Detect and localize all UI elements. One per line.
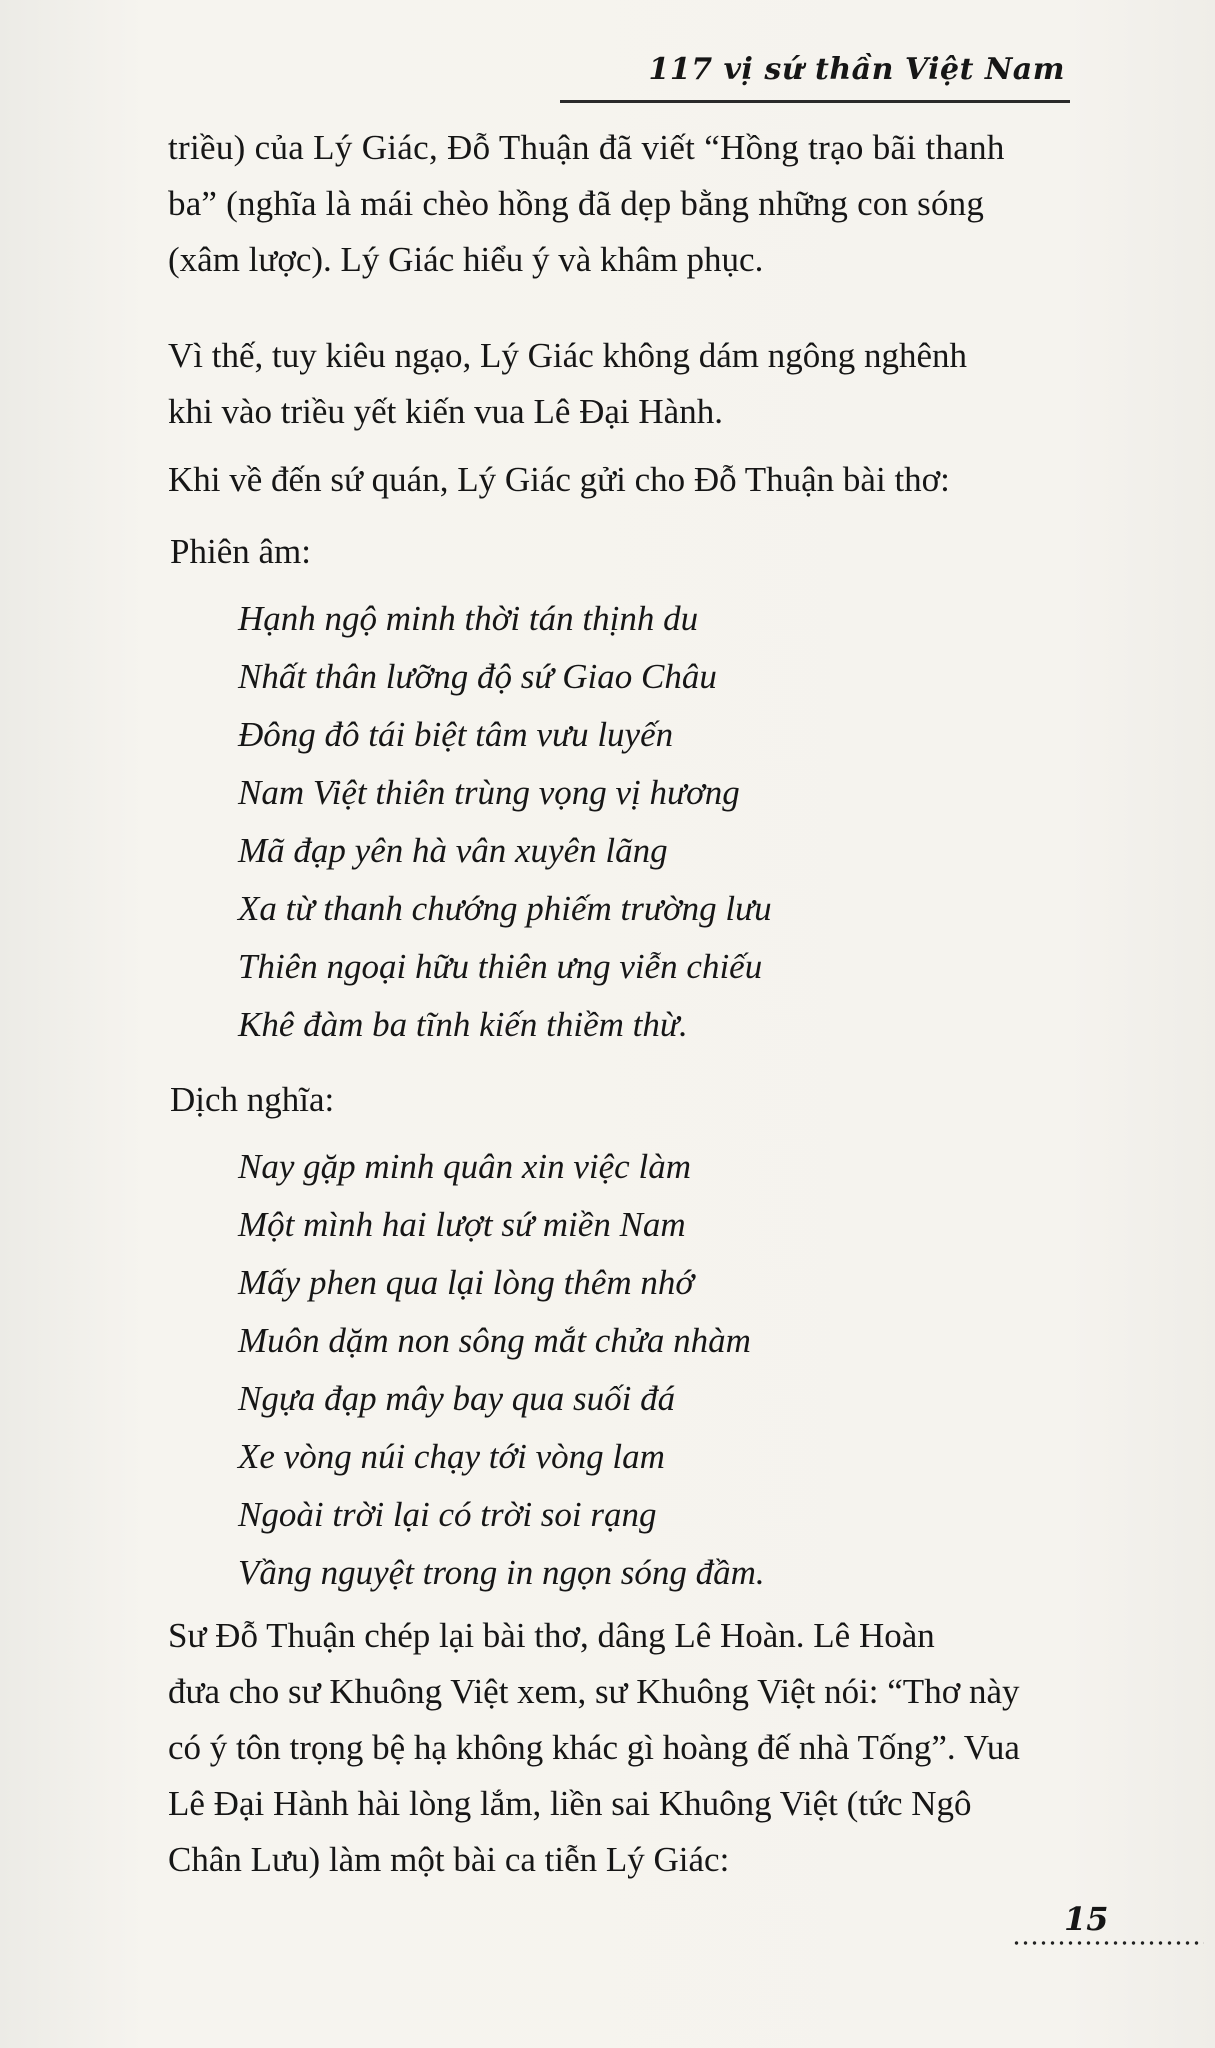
paragraph-4-line-2: đưa cho sư Khuông Việt xem, sư Khuông Việt nói: “Thơ này bbox=[168, 1672, 1020, 1711]
dich-nghia-label: Dịch nghĩa: bbox=[170, 1080, 335, 1119]
paragraph-2-line-2: khi vào triều yết kiến vua Lê Đại Hành. bbox=[168, 392, 723, 431]
paragraph-2-line-1: Vì thế, tuy kiêu ngạo, Lý Giác không dám ngông nghênh bbox=[168, 336, 968, 375]
dich-nghia-poem bbox=[238, 1138, 1038, 1602]
poem-line: Muôn dặm non sông mắt chửa nhàm bbox=[238, 1321, 751, 1360]
poem-line: Ngoài trời lại có trời soi rạng bbox=[238, 1495, 657, 1534]
paragraph-4 bbox=[168, 1608, 1063, 1888]
poem-line: Xe vòng núi chạy tới vòng lam bbox=[238, 1437, 665, 1476]
poem-line: Vầng nguyệt trong in ngọn sóng đầm. bbox=[238, 1553, 765, 1592]
paragraph-1 bbox=[168, 120, 1063, 288]
phien-am-poem bbox=[238, 590, 1038, 1054]
poem-line: Thiên ngoại hữu thiên ưng viễn chiếu bbox=[238, 947, 763, 986]
phien-am-label: Phiên âm: bbox=[170, 532, 311, 571]
paragraph-4-line-1: Sư Đỗ Thuận chép lại bài thơ, dâng Lê Hoàn. Lê Hoàn bbox=[168, 1616, 935, 1655]
poem-line: Đông đô tái biệt tâm vưu luyến bbox=[238, 715, 674, 754]
poem-line: Nam Việt thiên trùng vọng vị hương bbox=[238, 773, 740, 812]
poem-line: Mã đạp yên hà vân xuyên lãng bbox=[238, 831, 668, 870]
poem-line: Nay gặp minh quân xin việc làm bbox=[238, 1147, 691, 1186]
poem-line: Mấy phen qua lại lòng thêm nhớ bbox=[238, 1263, 695, 1302]
header-rule bbox=[560, 100, 1070, 103]
running-header: 117 vị sứ thần Việt Nam bbox=[648, 52, 1065, 87]
poem-line: Hạnh ngộ minh thời tán thịnh du bbox=[238, 599, 699, 638]
paragraph-2 bbox=[168, 328, 1063, 440]
paragraph-1-line-1: triều) của Lý Giác, Đỗ Thuận đã viết “Hồng trạo bãi thanh bbox=[168, 128, 1005, 167]
paragraph-4-line-5: Chân Lưu) làm một bài ca tiễn Lý Giác: bbox=[168, 1840, 730, 1879]
poem-line: Một mình hai lượt sứ miền Nam bbox=[238, 1205, 686, 1244]
paragraph-1-line-3: (xâm lược). Lý Giác hiểu ý và khâm phục. bbox=[168, 240, 764, 279]
poem-line: Nhất thân lưỡng độ sứ Giao Châu bbox=[238, 657, 717, 696]
paragraph-1-line-2: ba” (nghĩa là mái chèo hồng đã dẹp bằng những con sóng bbox=[168, 184, 985, 223]
footer-dotted-rule bbox=[1012, 1940, 1204, 1946]
paragraph-3 bbox=[168, 452, 1063, 508]
page-number: 15 bbox=[1064, 1900, 1109, 1938]
paragraph-4-line-3: có ý tôn trọng bệ hạ không khác gì hoàng đế nhà Tống”. Vua bbox=[168, 1728, 1020, 1767]
paragraph-4-line-4: Lê Đại Hành hài lòng lắm, liền sai Khuông Việt (tức Ngô bbox=[168, 1784, 972, 1823]
paragraph-3-line-1: Khi về đến sứ quán, Lý Giác gửi cho Đỗ Thuận bài thơ: bbox=[168, 460, 950, 499]
poem-line: Khê đàm ba tĩnh kiến thiềm thừ. bbox=[238, 1005, 688, 1044]
poem-line: Ngựa đạp mây bay qua suối đá bbox=[238, 1379, 676, 1418]
poem-line: Xa từ thanh chướng phiếm trường lưu bbox=[238, 889, 772, 928]
